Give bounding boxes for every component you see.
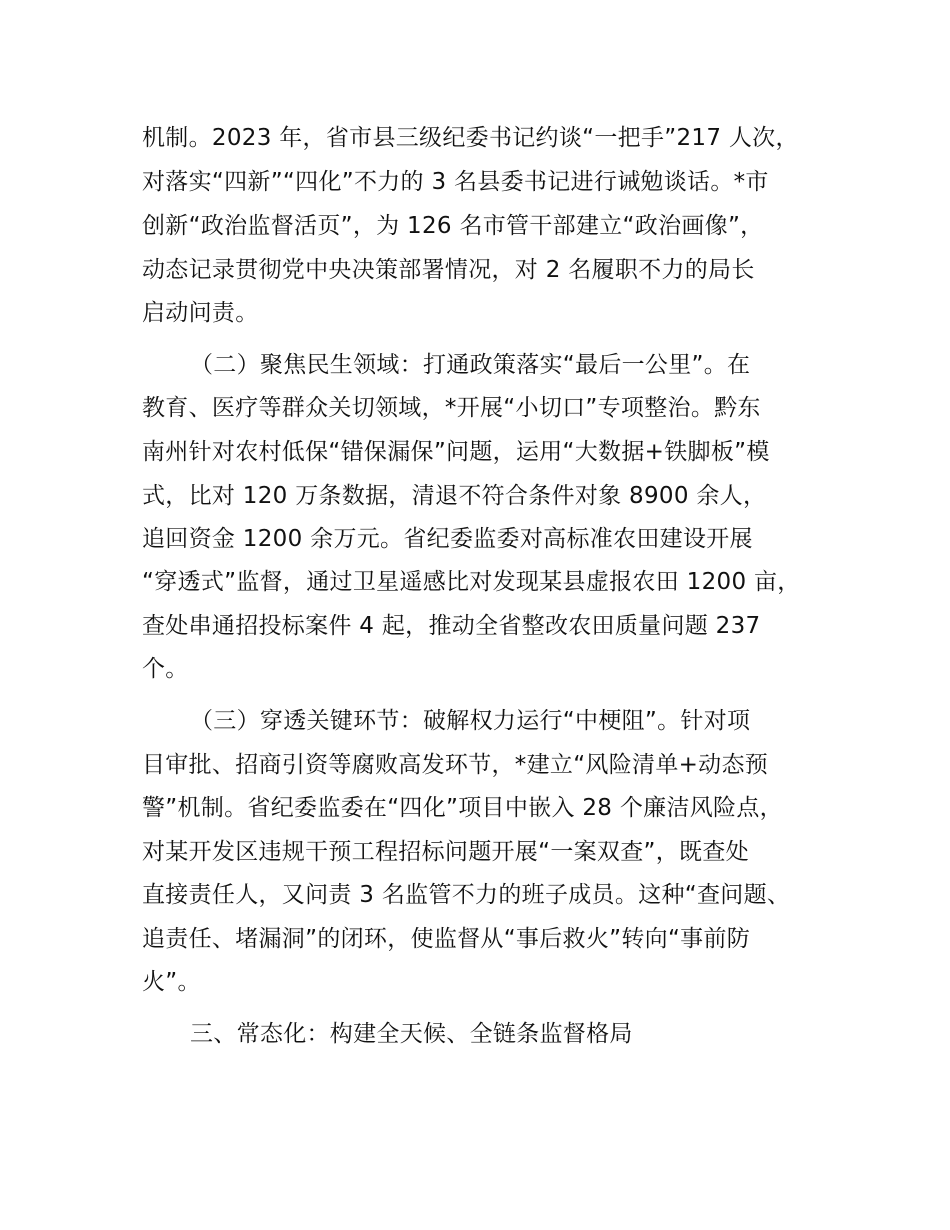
text-line: 火”。 [142,969,201,995]
text-line: 南州针对农村低保“错保漏保”问题，运用“大数据+铁脚板”模 [142,439,770,465]
text-line: 创新“政治监督活页”，为 126 名市管干部建立“政治画像”， [142,213,764,239]
text-line: 教育、医疗等群众关切领域，*开展“小切口”专项整治。黔东 [142,395,761,421]
text-line: 式，比对 120 万条数据，清退不符合条件对象 8900 余人， [142,483,767,509]
text-line: 追回资金 1200 余万元。省纪委监委对高标准农田建设开展 [142,526,753,552]
section-heading: 三、常态化：构建全天候、全链条监督格局 [190,1021,633,1047]
text-line: 对落实“四新”“四化”不力的 3 名县委书记进行诫勉谈话。*市 [142,169,769,195]
text-line: “穿透式”监督，通过卫星遥感比对发现某县虚报农田 1200 亩， [142,569,801,595]
text-line: 警”机制。省纪委监委在“四化”项目中嵌入 28 个廉洁风险点， [142,795,783,821]
text-line: 对某开发区违规干预工程招标问题开展“一案双查”，既查处 [142,839,749,865]
text-line: （三）穿透关键环节：破解权力运行“中梗阻”。针对项 [190,708,751,734]
text-line: 直接责任人，又问责 3 名监管不力的班子成员。这种“查问题、 [142,882,791,908]
text-line: 目审批、招商引资等腐败高发环节，*建立“风险清单+动态预 [142,752,769,778]
text-line: 动态记录贯彻党中央决策部署情况，对 2 名履职不力的局长 [142,257,755,283]
text-line: 个。 [142,656,189,682]
text-line: 追责任、堵漏洞”的闭环，使监督从“事后救火”转向“事前防 [142,926,751,952]
text-line: 启动问责。 [142,300,259,326]
text-line: 机制。2023 年，省市县三级纪委书记约谈“一把手”217 人次， [142,125,799,151]
text-line: 查处串通招投标案件 4 起，推动全省整改农田质量问题 237 [142,613,761,639]
text-line: （二）聚焦民生领域：打通政策落实“最后一公里”。在 [190,352,751,378]
